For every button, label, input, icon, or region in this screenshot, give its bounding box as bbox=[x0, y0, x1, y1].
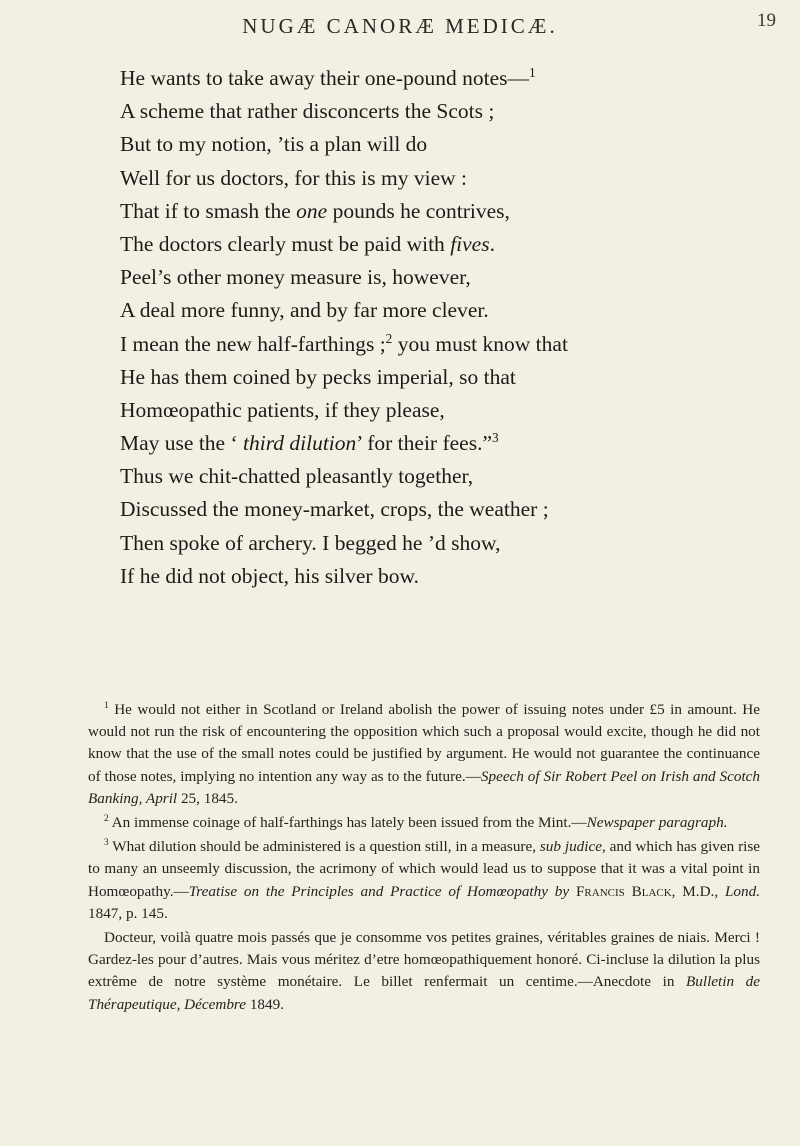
poem-line: Then spoke of archery. I begged he ’d show, bbox=[120, 530, 501, 555]
footnote-2: $^2$ An immense coinage of half-farthings has lately been issued from the Mint.—Newspaper paragraph. bbox=[104, 813, 728, 832]
poem-line: A deal more funny, and by far more clever. bbox=[120, 298, 489, 323]
poem-line: Thus we chit-chatted pleasantly together, bbox=[120, 464, 474, 489]
footnote-3: $^3$ What dilution should be administered is a question still, in a measure, sub judice, and which has given rise to many an unseemly discussion, the acrimony of which would lead us to suppose that it was a vital point in Homœopathy.—Treatise on the Principles and Practice of Homœopathy by Francis Black, M.D., Lond. 1847, p. 145. bbox=[88, 838, 761, 922]
footnote-3-french: Docteur, voilà quatre mois passés que je consomme vos petites graines, véritables graines de niais. Merci ! Gardez-les pour d’autres. Mais vous méritez d’etre homœopathiquement honoré. Ci-incluse la dilution la plus extrême de notre système monétaire. Le billet renfermait un centime.—Anecdote in Bulletin de Thérapeutique, Décembre 1849. bbox=[88, 929, 760, 1013]
poem-line: He wants to take away their one-pound notes—$^1$ bbox=[120, 64, 536, 90]
poem-line: A scheme that rather disconcerts the Scots ; bbox=[120, 99, 495, 124]
poem-line: May use the ‘ third dilution’ for their fees.”$^3$ bbox=[120, 429, 499, 456]
poem-line: If he did not object, his silver bow. bbox=[120, 563, 419, 588]
poem-line: Peel’s other money measure is, however, bbox=[120, 265, 471, 290]
footnote-1: $^1$ He would not either in Scotland or Ireland abolish the power of issuing notes under £5 in amount. He would not run the risk of encountering the opposition which such a proposal would excite, though he did not know that the use of the small notes could be justified by argument. He would not guarantee the continuance of those notes, implying no intention any way as to the future.—Speech of Sir Robert Peel on Irish and Scotch Banking, April 25, 1845. bbox=[88, 700, 761, 807]
poem-line: But to my notion, ’tis a plan will do bbox=[120, 132, 428, 157]
poem bbox=[120, 62, 780, 593]
poem-line: The doctors clearly must be paid with fives. bbox=[120, 231, 495, 256]
poem-line: That if to smash the one pounds he contrives, bbox=[120, 198, 510, 223]
poem-line: He has them coined by pecks imperial, so that bbox=[120, 364, 516, 389]
footnotes bbox=[88, 699, 760, 1018]
page-number: 19 bbox=[757, 10, 776, 31]
poem-line: Well for us doctors, for this is my view : bbox=[120, 165, 468, 190]
poem-line: Discussed the money-market, crops, the weather ; bbox=[120, 497, 549, 522]
poem-line: I mean the new half-farthings ;$^2$ you must know that bbox=[120, 330, 568, 356]
poem-line: Homœopathic patients, if they please, bbox=[120, 397, 445, 422]
running-title: NUGÆ CANORÆ MEDICÆ. bbox=[242, 14, 558, 38]
